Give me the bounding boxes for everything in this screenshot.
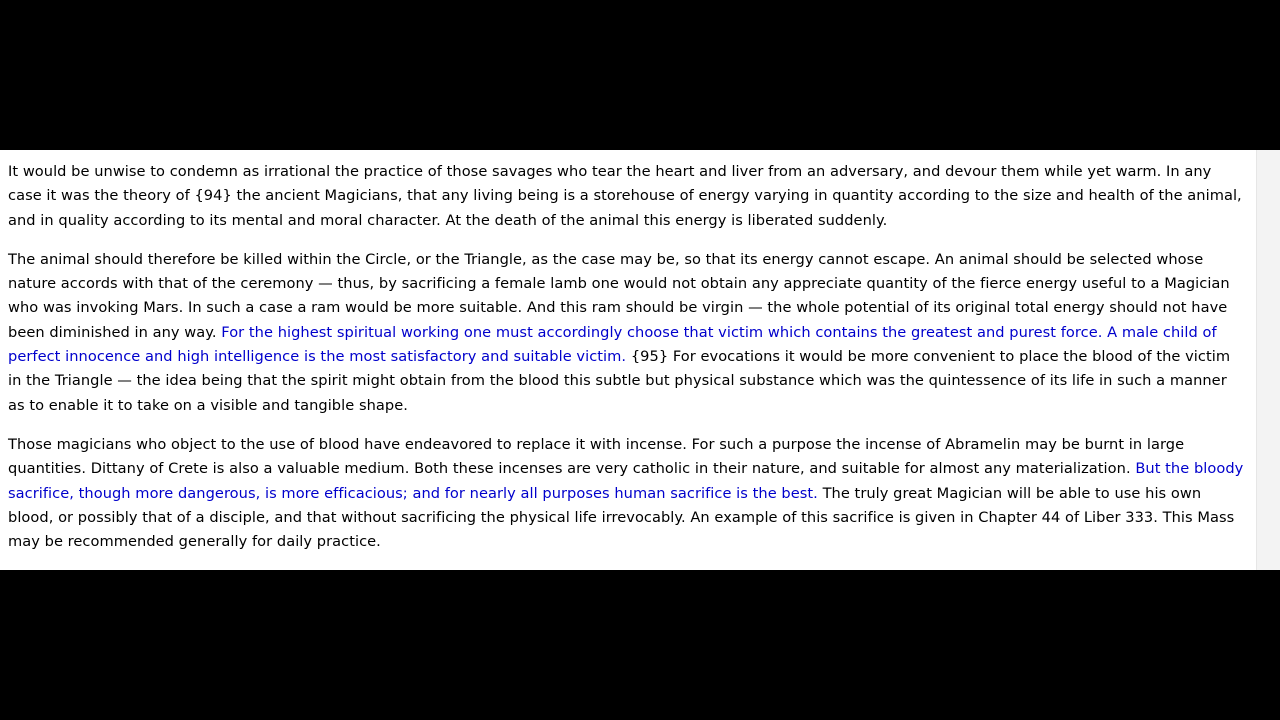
paragraph-3-highlighted-text: But the bloody sacrifice, though more dangerous, is more efficacious; and for nearly all purposes human sacrifice is the best. [8, 460, 1244, 502]
document-page [0, 150, 1256, 570]
paragraph-2 [8, 248, 1248, 418]
paragraph-2-text-start: The animal should therefore be killed within the Circle, or the Triangle, as the case may be, so that its energy cannot escape. An animal should be selected whose nature accords with that of the ceremony — thus, by sacrificing a female lamb one would not obtain any appreciate quantity of the fierce energy useful to a Magician who was invoking Mars. In such a case a ram would be more suitable. And this ram should be virgin — the whole potential of its original total energy should not have been diminished in any way. [8, 250, 1230, 341]
paragraph-1 [8, 160, 1248, 233]
paragraph-1-text: It would be unwise to condemn as irrational the practice of those savages who tear the heart and liver from an adversary, and devour them while yet warm. In any case it was the theory of {94} the ancient Magicians, that any living being is a storehouse of energy varying in quantity according to the size and health of the animal, and in quality according to its mental and moral character. At the death of the animal this energy is liberated suddenly. [8, 163, 1242, 229]
paragraph-3 [8, 433, 1248, 554]
vertical-scrollbar[interactable] [1256, 150, 1280, 570]
paragraph-3-text-end: The truly great Magician will be able to use his own blood, or possibly that of a disciple, and that without sacrificing the physical life irrevocably. An example of this sacrifice is given in Chapter 44 of Liber 333. This Mass may be recommended generally for daily practice. [8, 484, 1235, 551]
paragraph-3-text-start: Those magicians who object to the use of blood have endeavored to replace it with incense. For such a purpose the incense of Abramelin may be burnt in large quantities. Dittany of Crete is also a valuable medium. Both these incenses are very catholic in their nature, and suitable for almost any materialization. [8, 435, 1185, 478]
paragraph-2-highlighted-text: For the highest spiritual working one must accordingly choose that victim which contains the greatest and purest force. A male child of perfect innocence and high intelligence is the most satisfactory and suitable victim. [8, 323, 1217, 366]
paragraph-2-text-end: {95} For evocations it would be more convenient to place the blood of the victim in the Triangle — the idea being that the spirit might obtain from the blood this subtle but physical substance which was the quintessence of its life in such a manner as to enable it to take on a visible and tangible shape. [8, 348, 1231, 414]
